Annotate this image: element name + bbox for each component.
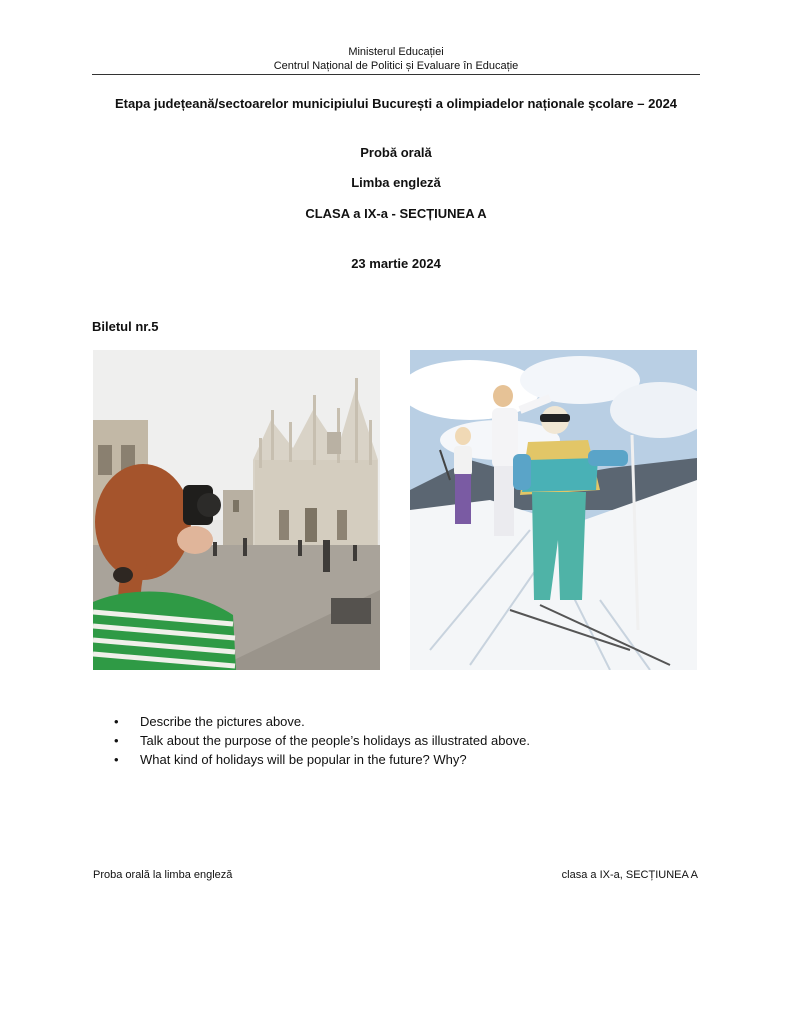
task-item: • What kind of holidays will be popular in the future? Why? <box>114 752 467 767</box>
task-list <box>114 712 530 769</box>
photo-skiing-family <box>410 350 697 670</box>
task-item: • Describe the pictures above. <box>114 714 305 729</box>
bullet-icon: • <box>114 733 119 748</box>
exam-title: Etapa județeană/sectoarelor municipiului București a olimpiadelor naționale școlare – 2024 <box>114 96 678 111</box>
footer-right: clasa a IX-a, SECȚIUNEA A <box>561 869 698 881</box>
task-item: • Talk about the purpose of the people’s holidays as illustrated above. <box>114 733 531 748</box>
subject: Limba engleză <box>351 175 441 190</box>
class-section: CLASA a IX-a - SECȚIUNEA A <box>305 206 487 221</box>
header-divider <box>92 74 700 75</box>
exam-date: 23 martie 2024 <box>351 256 441 271</box>
test-type: Probă orală <box>360 145 432 160</box>
bullet-icon: • <box>114 752 119 767</box>
bullet-icon: • <box>114 714 119 729</box>
ticket-number: Biletul nr.5 <box>92 319 159 334</box>
ministry-name: Ministerul Educației <box>348 46 444 58</box>
photo-tourist-cathedral <box>93 350 380 670</box>
center-name: Centrul Național de Politici și Evaluare în Educație <box>273 60 519 72</box>
footer-left: Proba orală la limba engleză <box>93 869 233 881</box>
document-header <box>92 45 700 73</box>
